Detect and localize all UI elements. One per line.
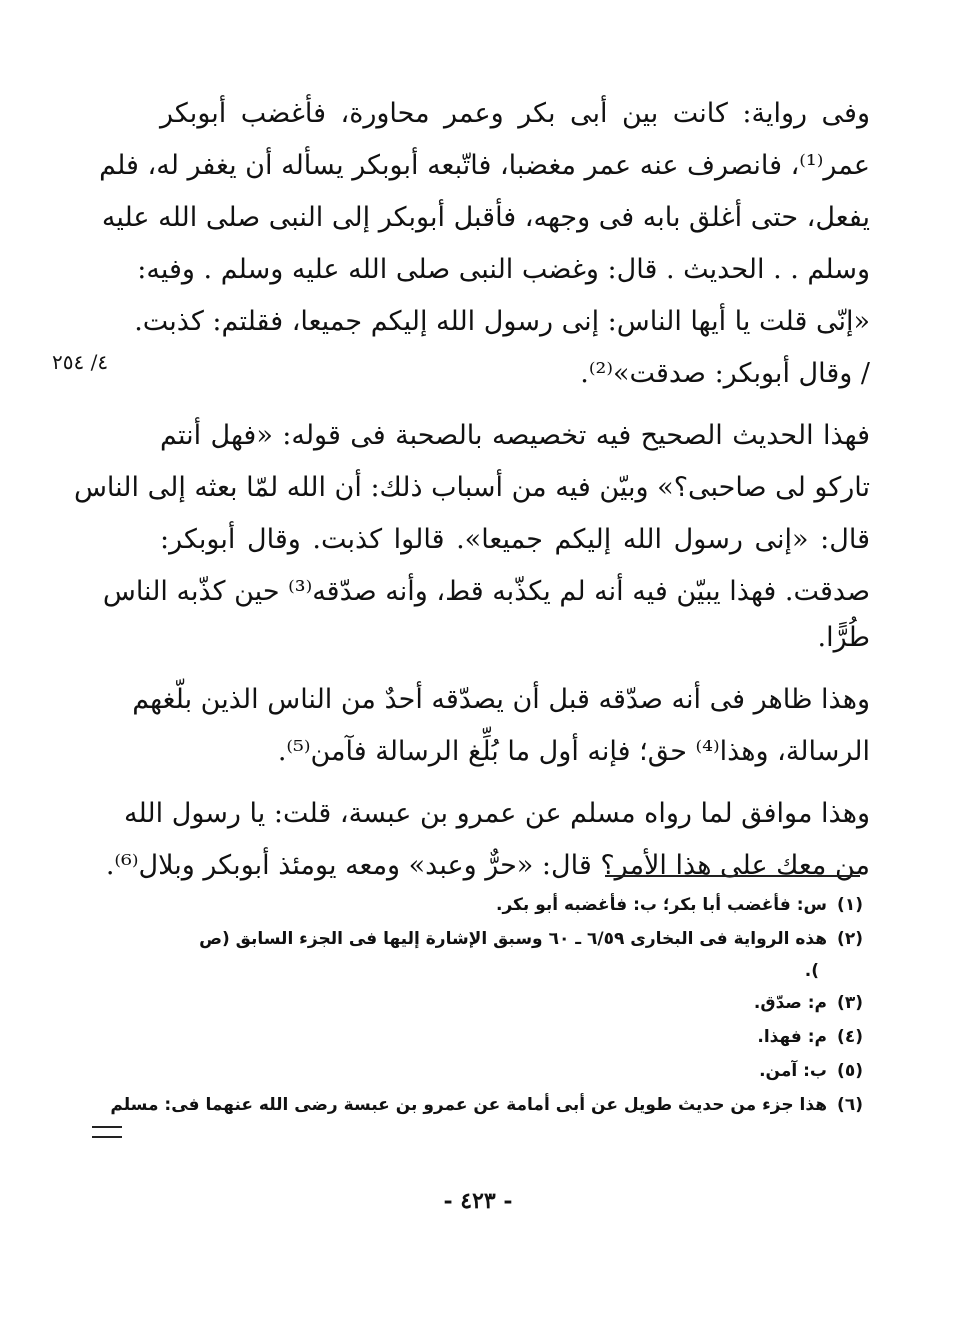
page-number: - ٤٢٣ - xyxy=(443,1188,513,1214)
footnote-number: (٢) xyxy=(837,929,863,949)
footnote xyxy=(215,888,863,922)
text-line: فهذا الحديث الصحيح فيه تخصيصه بالصحبة فى قوله: «فهل أنتم xyxy=(160,420,870,451)
footnote-text: هذه الرواية فى البخارى ٦/٥٩ ـ ٦٠ وسبق الإشارة إليها فى الجزء السابق (ص xyxy=(199,929,827,949)
footnote xyxy=(215,1020,863,1054)
footnote-text: م: فهذا. xyxy=(757,1027,827,1047)
text-line: قال: «إنى رسول الله إليكم جميعا». قالوا كذبت. وقال أبوبكر: xyxy=(160,524,870,555)
footnote-text: هذا جزء من حديث طويل عن أبى أمامة عن عمرو بن عبسة رضى الله عنهما فى: مسلم xyxy=(110,1095,827,1115)
footnote-separator xyxy=(605,875,860,877)
text-line: وهذا موافق لما رواه مسلم عن عمرو بن عبسة، قلت: يا رسول الله xyxy=(123,798,870,829)
footnote-number: (٤) xyxy=(837,1027,863,1047)
footnotes xyxy=(110,888,863,1122)
continuation-mark xyxy=(92,1126,122,1138)
footnote-text: ب: آمن. xyxy=(759,1061,827,1081)
text-line: / وقال أبوبكر: صدقت»⁽²⁾. xyxy=(580,358,870,389)
footnote-continuation: ). xyxy=(804,961,819,981)
text-line: عمر⁽¹⁾، فانصرف عنه عمر مغضبا، فاتّبعه أبوبكر يسأله أن يغفر له، فلم xyxy=(99,150,870,181)
footnote-number: (١) xyxy=(837,895,863,915)
text-line: الرسالة، وهذا⁽⁴⁾ حق؛ فإنه أول ما بُلِّغ الرسالة فآمن⁽⁵⁾. xyxy=(277,736,870,767)
text-line: وسلم . . الحديث . قال: وغضب النبى صلى الله عليه وسلم . وفيه: xyxy=(137,254,870,285)
footnote xyxy=(199,922,863,956)
footnote xyxy=(215,986,863,1020)
footnote-number: (٦) xyxy=(837,1095,863,1115)
text-line: تاركو لى صاحبى؟» وبيّن فيه من أسباب ذلك: أن الله لمّا بعثه إلى الناس xyxy=(73,472,870,503)
footnote-number: (٣) xyxy=(837,993,863,1013)
footnote-number: (٥) xyxy=(837,1061,863,1081)
footnote-text: م: صدّق. xyxy=(753,993,827,1013)
text-line: من معك على هذا الأمر؟ قال: «حرٌّ وعبد» ومعه يومئذ أبوبكر وبلال⁽⁶⁾. xyxy=(105,850,870,881)
text-line: «إنّى قلت يا أيها الناس: إنى رسول الله إليكم جميعا، فقلتم: كذبت. xyxy=(134,306,870,337)
footnote-text: س: فأغضب أبا بكر؛ ب: فأغضبه أبو بكر. xyxy=(496,895,827,915)
margin-reference: ٤/ ٢٥٤ xyxy=(52,350,109,374)
text-line: وهذا ظاهر فى أنه صدّقه قبل أن يصدّقه أحدٌ من الناس الذين بلّغهم xyxy=(132,684,870,715)
text-line: وفى رواية: كانت بين أبى بكر وعمر محاورة، فأغضب أبوبكر xyxy=(160,98,870,129)
text-line: صدقت. فهذا يبيّن فيه أنه لم يكذّبه قط، وأنه صدّقه⁽³⁾ حين كذّبه الناس xyxy=(102,576,870,607)
footnote xyxy=(110,1088,863,1122)
footnote xyxy=(215,1054,863,1088)
text-line: طُرًّا. xyxy=(817,622,870,653)
text-line: يفعل، حتى أغلق بابه فى وجهه، فأقبل أبوبكر إلى النبى صلى الله عليه xyxy=(101,202,870,233)
